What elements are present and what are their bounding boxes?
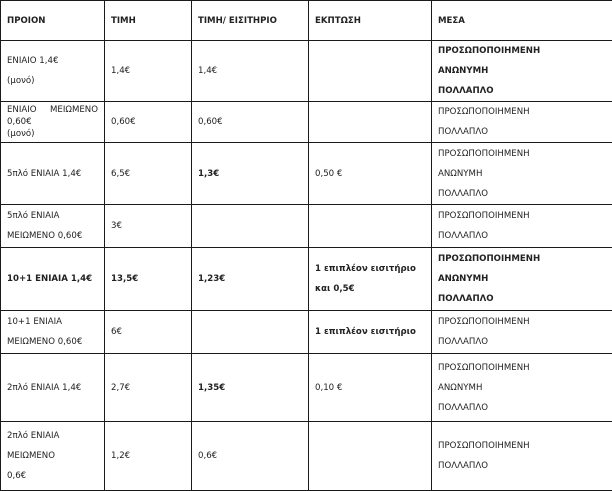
table-row xyxy=(1,422,612,491)
price-cell: 6€ xyxy=(105,311,192,354)
product-cell xyxy=(1,205,105,248)
media-cell xyxy=(432,248,612,311)
product-line: ΕΝΙΑΙΟ 1,4€ xyxy=(7,51,98,71)
media-line: ΠΡΟΣΩΠΟΠΟΙΗΜΕΝΗ xyxy=(438,206,606,226)
media-cell xyxy=(432,143,612,205)
table-row xyxy=(1,41,612,102)
price-per-ticket-cell: 1,3€ xyxy=(192,143,309,205)
media-cell xyxy=(432,311,612,354)
header-product: ΠΡΟΙΟΝ xyxy=(1,1,105,41)
price-per-ticket-cell xyxy=(192,311,309,354)
media-cell xyxy=(432,102,612,143)
product-cell xyxy=(1,354,105,422)
table-row xyxy=(1,205,612,248)
media-line: ΠΡΟΣΩΠΟΠΟΙΗΜΕΝΗ xyxy=(438,144,606,164)
price-per-ticket-cell: 0,6€ xyxy=(192,422,309,491)
media-line: ΠΡΟΣΩΠΟΠΟΙΗΜΕΝΗ xyxy=(438,249,606,269)
table-row xyxy=(1,311,612,354)
table-row xyxy=(1,143,612,205)
header-price: ΤΙΜΗ xyxy=(105,1,192,41)
price-per-ticket-cell: 1,35€ xyxy=(192,354,309,422)
product-cell xyxy=(1,422,105,491)
product-line: 0,6€ xyxy=(7,466,98,486)
media-cell xyxy=(432,205,612,248)
price-cell: 13,5€ xyxy=(105,248,192,311)
price-per-ticket-cell: 1,23€ xyxy=(192,248,309,311)
product-line: 5πλό ΕΝΙΑΙΑ xyxy=(7,206,98,226)
media-line: ΠΟΛΛΑΠΛΟ xyxy=(438,226,606,246)
discount-cell xyxy=(309,311,432,354)
discount-line: και 0,5€ xyxy=(315,279,425,299)
product-line: 5πλό ΕΝΙΑΙΑ 1,4€ xyxy=(7,164,98,184)
media-line: ΠΡΟΣΩΠΟΠΟΙΗΜΕΝΗ xyxy=(438,436,606,456)
discount-cell xyxy=(309,422,432,491)
product-cell xyxy=(1,41,105,102)
table-row xyxy=(1,248,612,311)
table-row xyxy=(1,354,612,422)
product-cell xyxy=(1,248,105,311)
price-cell: 2,7€ xyxy=(105,354,192,422)
media-line: ΠΟΛΛΑΠΛΟ xyxy=(438,184,606,204)
product-line: 10+1 ΕΝΙΑΙΑ xyxy=(7,312,98,332)
price-cell: 1,2€ xyxy=(105,422,192,491)
media-cell xyxy=(432,41,612,102)
media-line: ΠΡΟΣΩΠΟΠΟΙΗΜΕΝΗ xyxy=(438,102,606,122)
product-line: ΜΕΙΩΜΕΝΟ 0,60€ xyxy=(7,332,98,352)
discount-cell xyxy=(309,248,432,311)
discount-cell xyxy=(309,354,432,422)
product-line: 0,60€ xyxy=(7,116,98,128)
media-line: ΠΟΛΛΑΠΛΟ xyxy=(438,122,606,142)
discount-line: 0,50 € xyxy=(315,164,425,184)
product-cell xyxy=(1,143,105,205)
price-cell: 3€ xyxy=(105,205,192,248)
media-line: ΑΝΩΝΥΜΗ xyxy=(438,61,606,81)
media-line: ΠΡΟΣΩΠΟΠΟΙΗΜΕΝΗ xyxy=(438,41,606,61)
product-line: ΜΕΙΩΜΕΝΟ xyxy=(7,446,98,466)
media-line: ΑΝΩΝΥΜΗ xyxy=(438,269,606,289)
discount-line: 1 επιπλέον εισιτήριο xyxy=(315,259,425,279)
discount-cell xyxy=(309,41,432,102)
media-line: ΠΟΛΛΑΠΛΟ xyxy=(438,398,606,418)
product-line: (μονό) xyxy=(7,128,98,140)
discount-line: 0,10 € xyxy=(315,378,425,398)
price-cell: 0,60€ xyxy=(105,102,192,143)
product-cell xyxy=(1,311,105,354)
product-line: ΜΕΙΩΜΕΝΟ 0,60€ xyxy=(7,226,98,246)
media-line: ΠΟΛΛΑΠΛΟ xyxy=(438,289,606,309)
media-cell xyxy=(432,354,612,422)
product-cell xyxy=(1,102,105,143)
discount-cell xyxy=(309,205,432,248)
product-line: 2πλό ΕΝΙΑΙΑ xyxy=(7,426,98,446)
price-per-ticket-cell: 0,60€ xyxy=(192,102,309,143)
media-line: ΑΝΩΝΥΜΗ xyxy=(438,378,606,398)
price-cell: 6,5€ xyxy=(105,143,192,205)
media-line: ΠΡΟΣΩΠΟΠΟΙΗΜΕΝΗ xyxy=(438,312,606,332)
header-discount: ΕΚΠΤΩΣΗ xyxy=(309,1,432,41)
media-line: ΠΡΟΣΩΠΟΠΟΙΗΜΕΝΗ xyxy=(438,358,606,378)
discount-cell xyxy=(309,143,432,205)
header-media: ΜΕΣΑ xyxy=(432,1,612,41)
product-line: ΕΝΙΑΙΟ ΜΕΙΩΜΕΝΟ xyxy=(7,104,98,116)
product-line: 2πλό ΕΝΙΑΙΑ 1,4€ xyxy=(7,378,98,398)
price-per-ticket-cell: 1,4€ xyxy=(192,41,309,102)
media-cell xyxy=(432,422,612,491)
product-line: (μονό) xyxy=(7,71,98,91)
header-price-per-ticket: ΤΙΜΗ/ ΕΙΣΙΤΗΡΙΟ xyxy=(192,1,309,41)
discount-line: 1 επιπλέον εισιτήριο xyxy=(315,322,425,342)
media-line: ΠΟΛΛΑΠΛΟ xyxy=(438,456,606,476)
header-row xyxy=(1,1,612,41)
media-line: ΑΝΩΝΥΜΗ xyxy=(438,164,606,184)
price-per-ticket-cell xyxy=(192,205,309,248)
table-row xyxy=(1,102,612,143)
price-cell: 1,4€ xyxy=(105,41,192,102)
media-line: ΠΟΛΛΑΠΛΟ xyxy=(438,81,606,101)
media-line: ΠΟΛΛΑΠΛΟ xyxy=(438,332,606,352)
product-line: 10+1 ΕΝΙΑΙΑ 1,4€ xyxy=(7,269,98,289)
discount-cell xyxy=(309,102,432,143)
